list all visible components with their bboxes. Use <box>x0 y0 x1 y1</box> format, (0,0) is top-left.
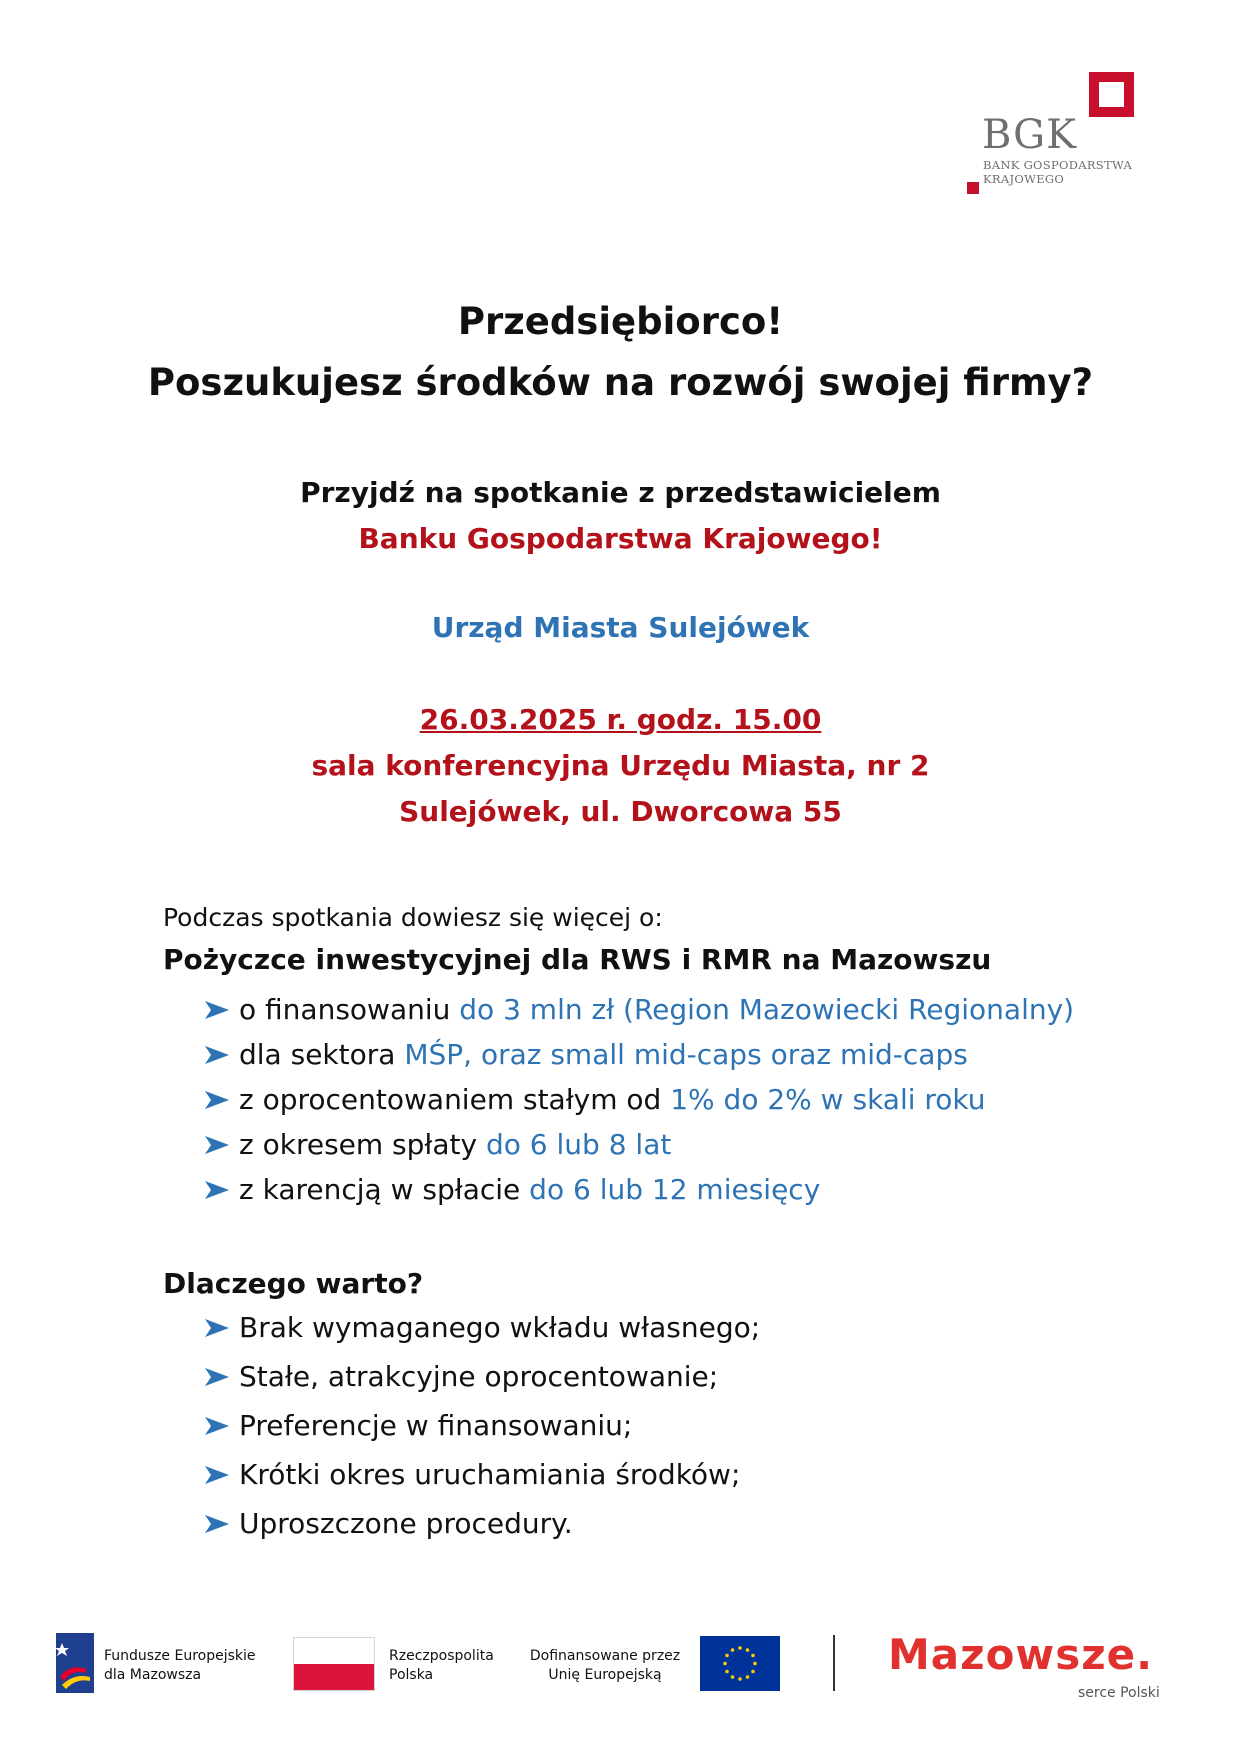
polish-flag <box>293 1637 375 1691</box>
why-item <box>203 1507 573 1540</box>
arrow-bullet-icon <box>203 1513 231 1535</box>
bgk-logo-line2: KRAJOWEGO <box>983 172 1065 186</box>
why-item <box>203 1311 760 1344</box>
arrow-bullet-icon <box>203 1366 231 1388</box>
event-date: 26.03.2025 r. godz. 15.00 <box>419 703 822 736</box>
arrow-bullet-icon <box>203 1134 231 1156</box>
loan-item <box>203 1128 671 1161</box>
event-address: Sulejówek, ul. Dworcowa 55 <box>399 795 842 828</box>
bgk-logo-letters: BGK <box>982 112 1077 158</box>
eu-flag-icon <box>700 1636 780 1691</box>
why-item-text: Uproszczone procedury. <box>239 1507 573 1540</box>
loan-title: Pożyczce inwestycyjnej dla RWS i RMR na Mazowszu <box>163 943 992 976</box>
arrow-bullet-icon <box>203 999 231 1021</box>
invite-line1: Przyjdź na spotkanie z przedstawicielem <box>300 476 941 509</box>
mazowsze-tagline: serce Polski <box>1078 1685 1160 1701</box>
loan-item <box>203 1038 968 1071</box>
loan-item-text: o finansowaniu <box>239 993 460 1026</box>
loan-item-highlight: do 3 mln zł (Region Mazowiecki Regionalny) <box>459 993 1075 1026</box>
arrow-bullet-icon <box>203 1179 231 1201</box>
arrow-bullet-icon <box>203 1044 231 1066</box>
why-item <box>203 1458 740 1491</box>
loan-item-highlight: do 6 lub 12 miesięcy <box>529 1173 821 1206</box>
why-item <box>203 1409 632 1442</box>
loan-item <box>203 993 1074 1026</box>
funds-label-line2: dla Mazowsza <box>104 1667 202 1683</box>
loan-item <box>203 1173 820 1206</box>
mazowsze-logo-text: Mazowsze. <box>888 1630 1154 1679</box>
bgk-logo-line1: BANK GOSPODARSTWA <box>983 158 1133 172</box>
funds-label-line1: Fundusze Europejskie <box>104 1648 256 1664</box>
invite-line2: Banku Gospodarstwa Krajowego! <box>358 522 883 555</box>
headline-line1: Przedsiębiorco! <box>457 300 784 343</box>
eu-funds-logo-icon <box>56 1633 94 1693</box>
loan-item-text: z karencją w spłacie <box>239 1173 530 1206</box>
rp-label-line1: Rzeczpospolita <box>389 1648 494 1664</box>
bgk-logo-square <box>1089 72 1134 117</box>
loan-item-text: z oprocentowaniem stałym od <box>239 1083 671 1116</box>
footer-divider <box>833 1635 835 1691</box>
arrow-bullet-icon <box>203 1415 231 1437</box>
venue-name: Urząd Miasta Sulejówek <box>431 611 810 644</box>
event-room: sala konferencyjna Urzędu Miasta, nr 2 <box>311 749 930 782</box>
loan-intro: Podczas spotkania dowiesz się więcej o: <box>163 903 663 932</box>
bgk-logo-dot <box>967 182 979 194</box>
loan-item <box>203 1083 986 1116</box>
why-item <box>203 1360 718 1393</box>
rp-label-line2: Polska <box>389 1667 434 1683</box>
loan-item-highlight: do 6 lub 8 lat <box>485 1128 672 1161</box>
why-item-text: Krótki okres uruchamiania środków; <box>239 1458 741 1491</box>
why-item-text: Preferencje w finansowaniu; <box>239 1409 633 1442</box>
loan-item-text: z okresem spłaty <box>239 1128 486 1161</box>
arrow-bullet-icon <box>203 1317 231 1339</box>
why-item-text: Brak wymaganego wkładu własnego; <box>239 1311 761 1344</box>
eu-label-line1: Dofinansowane przez <box>529 1648 681 1664</box>
arrow-bullet-icon <box>203 1089 231 1111</box>
headline-line2: Poszukujesz środków na rozwój swojej firmy? <box>147 361 1094 404</box>
loan-item-text: dla sektora <box>239 1038 405 1071</box>
why-item-text: Stałe, atrakcyjne oprocentowanie; <box>239 1360 719 1393</box>
why-title: Dlaczego warto? <box>163 1267 424 1300</box>
loan-item-highlight: 1% do 2% w skali roku <box>670 1083 986 1116</box>
arrow-bullet-icon <box>203 1464 231 1486</box>
eu-label-line2: Unię Europejską <box>548 1667 662 1683</box>
loan-item-highlight: MŚP, oraz small mid-caps oraz mid-caps <box>404 1038 968 1071</box>
